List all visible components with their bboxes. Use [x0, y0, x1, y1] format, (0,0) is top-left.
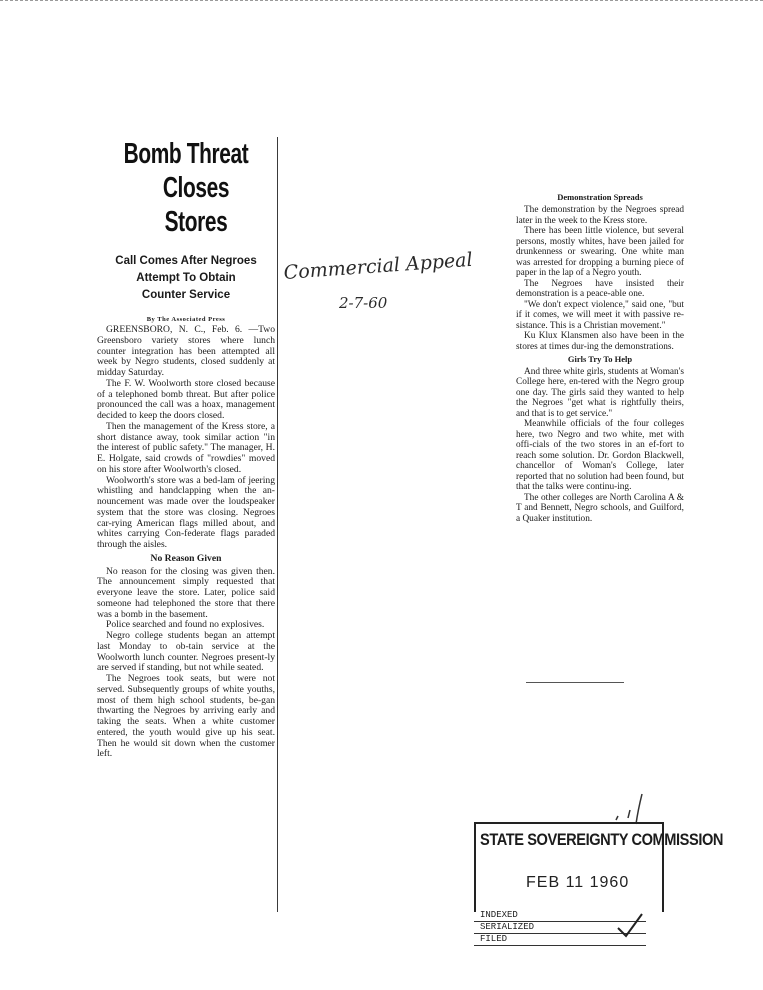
subheadline [97, 253, 275, 304]
handwritten-date: 2-7-60 [339, 294, 388, 312]
stamp-line-filed: FILED [474, 934, 646, 946]
paragraph: There has been little violence, but several persons, mostly whites, have been jailed for drunkenness or swearing. One white man was arrested for dropping a burning piece of paper in the lap of a Negro youth. [516, 226, 684, 278]
paragraph: The Negroes took seats, but were not served. Subsequently groups of white youths, most of them high school students, be-gan thwarting the Negroes by arriving early and taking the seats. When a white customer entered, the youth would give up his seat. Then he would sit down when the customer left. [97, 673, 275, 760]
paragraph: Ku Klux Klansmen also have been in the stores at times dur-ing the demonstrations. [516, 331, 684, 352]
handwritten-source: Commercial Appeal [283, 248, 474, 284]
right-article-body [516, 205, 684, 524]
commission-stamp [474, 818, 724, 956]
section-heading: Demonstration Spreads [557, 192, 643, 202]
article-end-rule [526, 682, 624, 683]
paragraph: Meanwhile officials of the four colleges here, two Negro and two white, met with offi-cials of the two stores in an ef-fort to reach some solution. Dr. Gordon Blackwell, chancellor of Woman's College, later reported that no solution had been found, but that the talks were continu-ing. [516, 419, 684, 492]
paragraph: No reason for the closing was given then. The announcement simply requested that everyone leave the store. Later, police said someone had telephoned the store that there was a bomb in the basement. [97, 565, 275, 620]
headline-line-1: Bomb Threat [123, 138, 249, 170]
right-article-clipping [516, 192, 684, 682]
stamp-line-indexed: INDEXED [474, 910, 646, 922]
paragraph: The F. W. Woolworth store closed because of a telephoned bomb threat. But after police pronounced the call was a hoax, management decided to keep the doors closed. [97, 377, 275, 421]
subhead-line-1: Call Comes After Negroes [115, 255, 257, 267]
paragraph: Then the management of the Kress store, a short distance away, took similar action "in the interest of public safety." The manager, H. E. Holgate, said crowds of "rowdies" moved on his store after Woolworth's closed. [97, 420, 275, 475]
paragraph: Police searched and found no explosives. [106, 619, 265, 631]
left-article-clipping [97, 137, 275, 919]
byline: By The Associated Press [146, 316, 226, 323]
column-rule [277, 137, 278, 912]
paragraph: The demonstration by the Negroes spread later in the week to the Kress store. [516, 205, 684, 226]
paragraph: GREENSBORO, N. C., Feb. 6. —Two Greensboro variety stores where lunch counter integration has been attempted all week by Negro students, closed suddenly at midday Saturday. [97, 324, 275, 378]
stamp-line-serialized: SERIALIZED [474, 922, 646, 934]
paragraph: Negro college students began an attempt last Monday to ob-tain service at the Woolworth lunch counter. Negroes present-ly are served if standing, but not while seated. [97, 630, 275, 674]
paragraph: Woolworth's store was a bed-lam of jeering whistling and handclapping when the an-nouncement was made over the loudspeaker system that the store was closing. Negroes car-rying American flags milled about, and whites carrying Con-federate flags paraded through the aisles. [97, 474, 275, 550]
paragraph: "We don't expect violence," said one, "but if it comes, we will meet it with passive re-sistance. This is a Christian movement." [516, 299, 684, 331]
page-top-edge [0, 0, 763, 1]
checkmark-icon [614, 912, 644, 942]
subhead-line-2: Attempt To Obtain [136, 272, 236, 284]
paragraph: The other colleges are North Carolina A & T and Bennett, Negro schools, and Guilford, a Quaker institution. [516, 492, 684, 524]
section-heading: No Reason Given [150, 552, 222, 564]
handwritten-note [283, 248, 474, 322]
subhead-line-3: Counter Service [141, 289, 231, 301]
stamp-date: FEB 11 1960 [526, 874, 630, 891]
paragraph: The Negroes have insisted their demonstration is a peace-able one. [516, 278, 684, 299]
left-article-body [97, 325, 275, 760]
stamp-title: STATE SOVEREIGNTY COMMISSION [480, 830, 724, 849]
headline [97, 137, 275, 239]
paragraph: And three white girls, students at Woman's College here, en-tered with the Negro group one day. The girls said they wanted to help the Negroes "get what is rightfully theirs, and that is to get service." [516, 366, 684, 419]
section-heading: Girls Try To Help [567, 354, 633, 364]
headline-line-2: Closes Stores [162, 172, 230, 238]
